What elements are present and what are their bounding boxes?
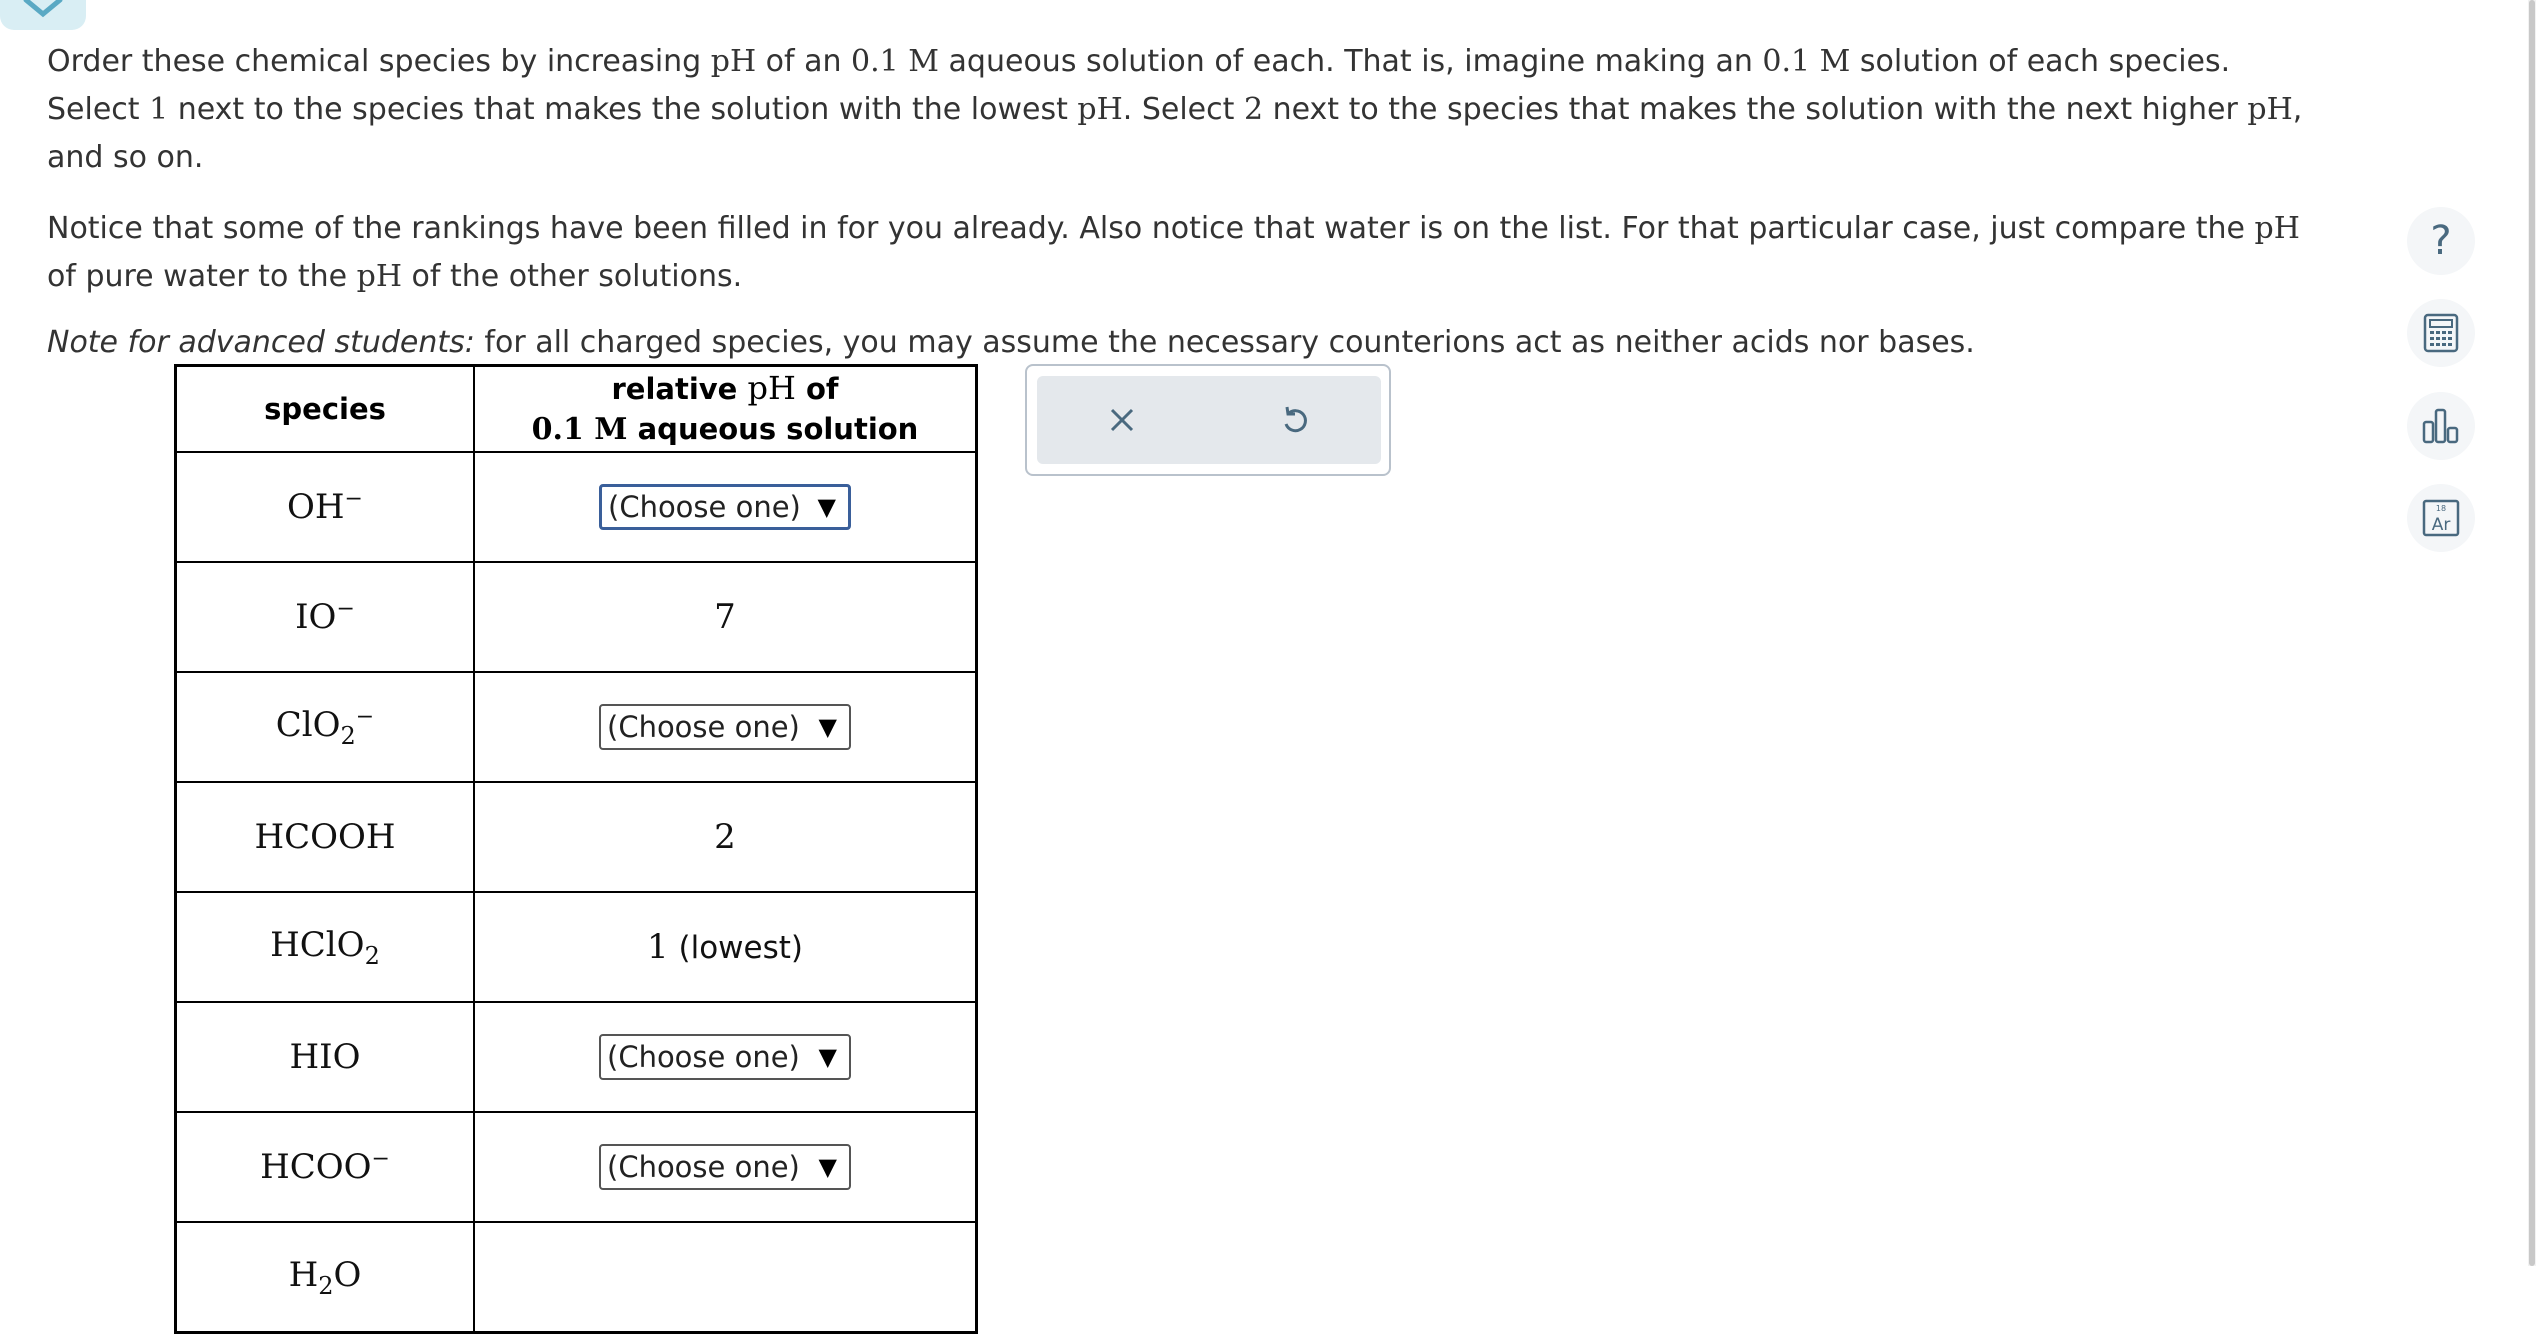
table-row <box>176 782 977 892</box>
formula-text: ClO <box>275 704 341 745</box>
formula-charge: − <box>336 596 355 622</box>
math-term: pH <box>710 44 757 79</box>
formula-charge: − <box>344 486 363 512</box>
ph-rank-cell <box>474 1002 977 1112</box>
species-cell <box>176 892 475 1002</box>
dropdown-arrow-icon: ▼ <box>817 493 836 521</box>
ph-header <box>474 366 977 453</box>
formula-text: O <box>333 1254 362 1295</box>
formula-subscript: 2 <box>318 1271 334 1300</box>
formula-subscript: 2 <box>340 721 356 750</box>
prompt-text: of an <box>756 44 852 79</box>
species-cell <box>176 452 475 562</box>
ph-rank-cell <box>474 1222 977 1333</box>
answer-actions-panel <box>1037 376 1381 464</box>
x-icon <box>1104 402 1140 438</box>
ph-rank-cell <box>474 1112 977 1222</box>
ph-header-text-2: of <box>795 372 839 406</box>
formula-charge: − <box>371 1146 390 1172</box>
data-button[interactable] <box>2407 392 2475 460</box>
ph-rank-cell <box>474 672 977 782</box>
formula-text: HClO <box>270 924 365 965</box>
prompt-text: Order these chemical species by increasing <box>47 44 711 79</box>
prompt-text: aqueous solution of each. That is, imagine making an <box>939 44 1763 79</box>
advanced-note-label: Note for advanced students: <box>47 325 475 360</box>
prompt-text: of pure water to the <box>47 259 357 294</box>
advanced-note-text: for all charged species, you may assume the necessary counterions act as neither acids nor bases. <box>474 325 1975 360</box>
undo-button[interactable] <box>1277 402 1313 438</box>
rank-select[interactable] <box>599 1034 851 1080</box>
prompt-text: Notice that some of the rankings have been filled in for you already. Also notice that water is on the list. For that particular case, just compare the <box>47 211 2255 246</box>
prompt-text: solution of each species. Select <box>47 44 2231 127</box>
rank-number: 7 <box>714 597 736 637</box>
species-cell <box>176 562 475 672</box>
ph-rank-cell <box>474 782 977 892</box>
table-row <box>176 562 977 672</box>
species-formula <box>295 597 355 637</box>
chevron-down-icon <box>20 0 66 20</box>
rank-select-value: (Choose one) <box>607 1040 800 1074</box>
rank-select[interactable] <box>599 1144 851 1190</box>
table-row <box>176 1222 977 1333</box>
advanced-note <box>47 319 2327 367</box>
math-term: 0.1 M <box>851 44 940 79</box>
formula-text: OH <box>287 487 345 528</box>
rank-select-value: (Choose one) <box>608 490 801 524</box>
clear-button[interactable] <box>1104 402 1140 438</box>
rank-select-value: (Choose one) <box>607 710 800 744</box>
rank-number: 2 <box>714 817 736 857</box>
species-formula <box>288 1254 362 1300</box>
rank-value <box>647 927 803 967</box>
instructions-paragraph <box>47 38 2327 182</box>
periodic-table-button[interactable] <box>2407 484 2475 552</box>
species-header: species <box>176 366 475 453</box>
species-cell <box>176 1002 475 1112</box>
formula-text: H <box>288 1254 319 1295</box>
formula-text: HCOO <box>260 1147 372 1188</box>
ph-header-concentration: 0.1 M <box>531 412 628 447</box>
ph-rank-cell <box>474 892 977 1002</box>
rank-select[interactable] <box>599 704 851 750</box>
species-formula <box>260 1147 390 1187</box>
species-formula <box>275 704 375 750</box>
species-cell <box>176 782 475 892</box>
formula-charge: − <box>355 704 375 730</box>
ph-header-text: relative <box>611 372 748 406</box>
calculator-icon <box>2421 313 2461 353</box>
prompt-text: . Select <box>1122 92 1244 127</box>
math-term: 0.1 M <box>1762 44 1851 79</box>
table-row <box>176 892 977 1002</box>
rank-value <box>714 597 736 637</box>
prompt-text: , and so on. <box>47 92 2303 175</box>
table-row <box>176 672 977 782</box>
rank-number: 1 <box>647 927 669 967</box>
math-term: pH <box>1077 92 1123 127</box>
species-formula <box>290 1037 361 1077</box>
species-cell <box>176 1222 475 1333</box>
notice-paragraph <box>47 205 2327 301</box>
element-symbol-label: Ar <box>2431 515 2451 535</box>
formula-subscript: 2 <box>364 941 380 970</box>
table-row <box>176 1112 977 1222</box>
math-term: 1 <box>149 92 169 127</box>
ranking-table <box>174 364 978 1334</box>
species-cell <box>176 672 475 782</box>
math-term: pH <box>356 259 402 294</box>
rank-select[interactable] <box>599 484 851 530</box>
undo-icon <box>1277 402 1313 438</box>
collapse-tab[interactable] <box>0 0 86 30</box>
formula-text: IO <box>295 597 337 638</box>
prompt-text: of the other solutions. <box>401 259 743 294</box>
prompt-text: next to the species that makes the solution with the next higher <box>1263 92 2248 127</box>
math-term: pH <box>2254 211 2300 246</box>
rank-value <box>714 817 736 857</box>
question-prompt <box>47 38 2327 367</box>
math-term: 2 <box>1243 92 1264 127</box>
question-mark-icon: ? <box>2430 218 2452 264</box>
ph-header-text-3: aqueous solution <box>627 412 919 446</box>
rank-suffix: (lowest) <box>668 930 803 966</box>
bar-chart-icon <box>2421 406 2461 446</box>
dropdown-arrow-icon: ▼ <box>818 1043 837 1071</box>
table-row <box>176 452 977 562</box>
rank-select-value: (Choose one) <box>607 1150 800 1184</box>
species-formula <box>287 487 363 527</box>
dropdown-arrow-icon: ▼ <box>818 1153 837 1181</box>
answer-actions <box>1025 364 1391 476</box>
dropdown-arrow-icon: ▼ <box>818 713 837 741</box>
help-button[interactable] <box>2407 207 2475 275</box>
atomic-number-label: 18 <box>2435 504 2447 513</box>
math-term: pH <box>2247 92 2293 127</box>
table-row <box>176 1002 977 1112</box>
ph-rank-cell <box>474 452 977 562</box>
formula-text: HIO <box>289 1037 361 1077</box>
prompt-text: next to the species that makes the solution with the lowest <box>168 92 1078 127</box>
species-cell <box>176 1112 475 1222</box>
species-formula <box>254 817 395 857</box>
scrollbar-thumb[interactable] <box>2529 0 2535 1266</box>
ph-header-math: pH <box>747 369 796 407</box>
formula-text: HCOOH <box>254 817 396 857</box>
calculator-button[interactable] <box>2407 299 2475 367</box>
ph-rank-cell <box>474 562 977 672</box>
species-formula <box>270 924 380 970</box>
periodic-table-icon <box>2421 498 2461 538</box>
